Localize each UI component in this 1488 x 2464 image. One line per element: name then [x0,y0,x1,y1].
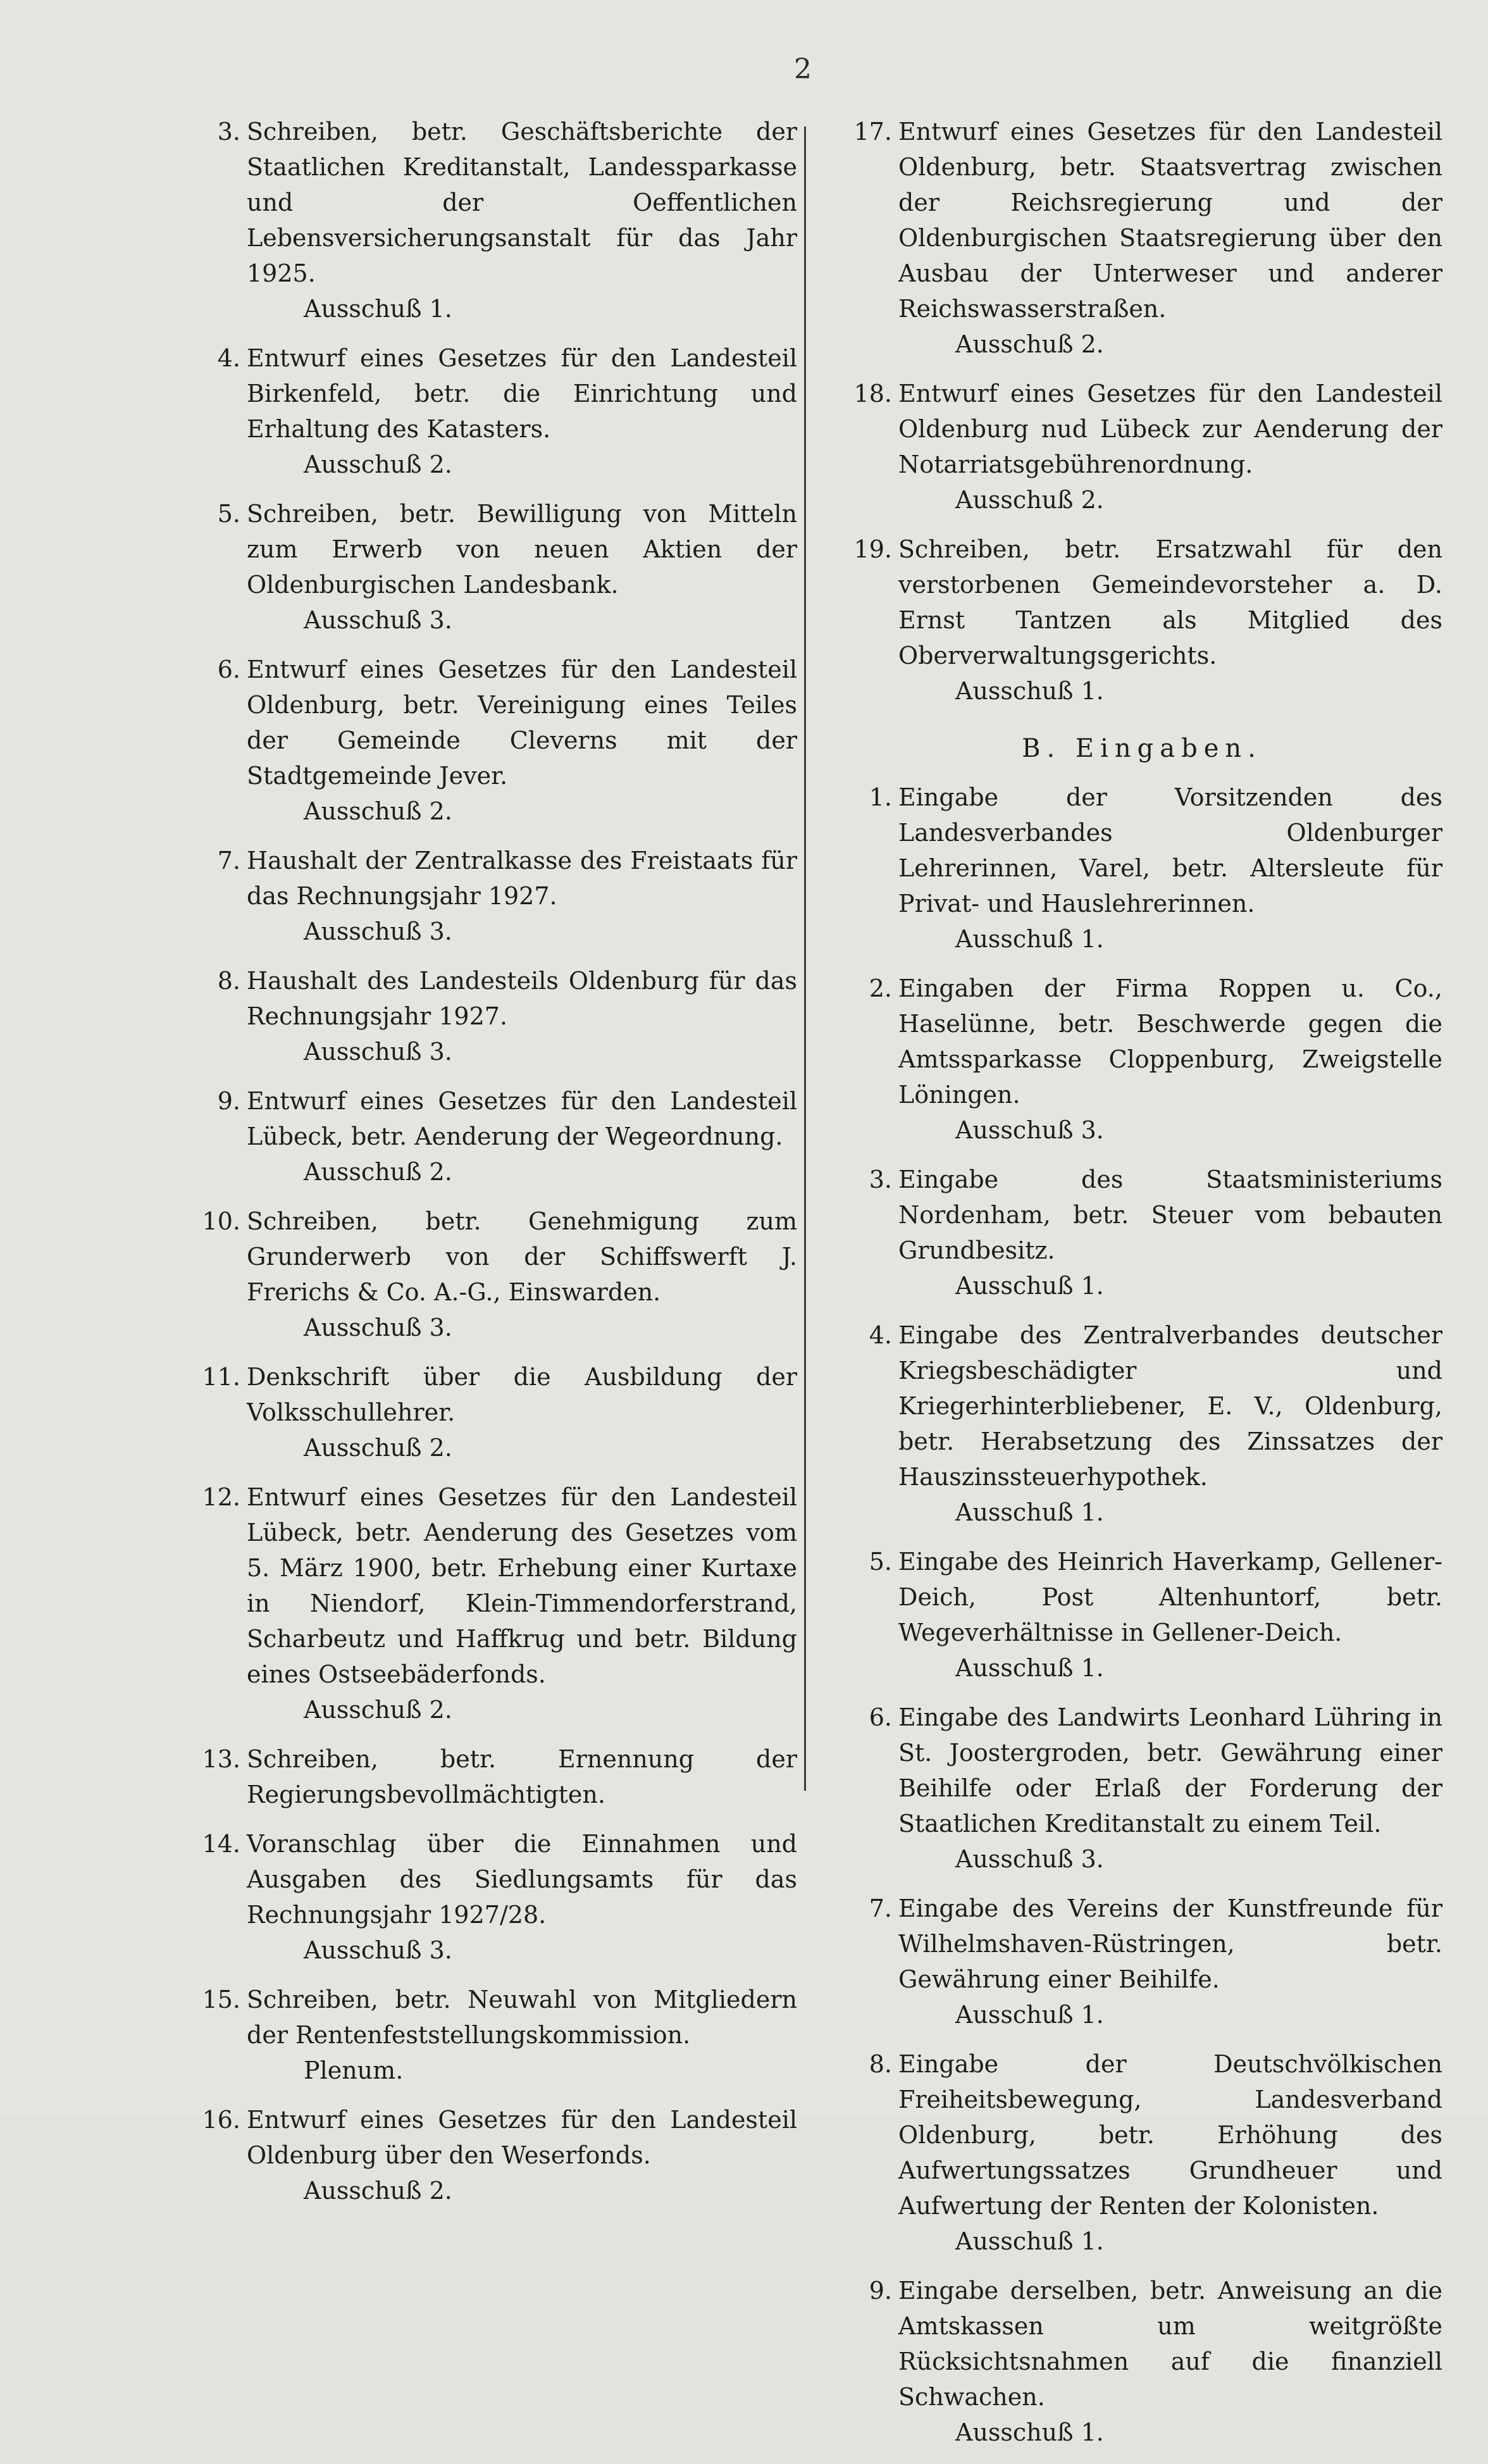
item-text: Schreiben, betr. Neuwahl von Mitgliedern der Rentenfeststellungskommission. [247,1986,797,2049]
item-text: Entwurf eines Gesetzes für den Landesteil Lübeck, betr. Aenderung der Wegeordnung. [247,1087,797,1150]
agenda-item [190,496,797,638]
item-text: Voranschlag über die Einnahmen und Ausgaben des Siedlungsamts für das Rechnungsjahr 1927/28. [247,1830,797,1929]
item-text: Denkschrift über die Ausbildung der Volksschullehrer. [247,1363,797,1426]
item-number: 3. [869,1166,892,1193]
item-text: Eingabe des Heinrich Haverkamp, Gellener-Deich, Post Altenhuntorf, betr. Wegeverhältnisse in Gellener-Deich. [898,1548,1442,1646]
item-committee: Ausschuß 1. [955,2227,1104,2255]
item-text: Entwurf eines Gesetzes für den Landesteil Birkenfeld, betr. die Einrichtung und Erhaltung des Katasters. [247,344,797,443]
item-number: 7. [869,1895,892,1922]
item-number: 9. [869,2277,892,2305]
item-committee: Ausschuß 3. [304,606,452,634]
item-number: 11. [202,1363,240,1391]
right-column [841,114,1442,2464]
item-number: 14. [202,1830,240,1858]
item-number: 9. [217,1087,240,1115]
petition-item [841,1700,1442,1877]
agenda-item [190,963,797,1069]
petition-item [841,2046,1442,2259]
item-committee: Ausschuß 1. [955,1498,1104,1526]
item-committee: Ausschuß 3. [955,1845,1104,1873]
agenda-item [190,1479,797,1727]
agenda-item [190,1083,797,1190]
item-number: 15. [202,1986,240,2013]
item-committee: Ausschuß 1. [955,2418,1104,2446]
item-text: Entwurf eines Gesetzes für den Landesteil Oldenburg über den Weserfonds. [247,2106,797,2169]
item-number: 18. [853,380,892,408]
item-number: 5. [217,500,240,528]
agenda-item [841,532,1442,709]
petition-item [841,1162,1442,1304]
item-committee: Ausschuß 2. [955,330,1104,358]
item-text: Haushalt des Landesteils Oldenburg für das Rechnungsjahr 1927. [247,967,797,1030]
item-number: 8. [869,2050,892,2078]
item-number: 16. [202,2106,240,2134]
item-text: Eingabe des Landwirts Leonhard Lühring in St. Joostergroden, betr. Gewährung einer Beihilfe oder Erlaß der Forderung der Staatlichen Kreditanstalt zu einem Teil. [898,1703,1442,1838]
item-committee: Ausschuß 1. [955,925,1104,953]
item-number: 8. [217,967,240,995]
item-text: Schreiben, betr. Genehmigung zum Grunderwerb von der Schiffswerft J. Frerichs & Co. A.-G., Einswarden. [247,1207,797,1306]
item-number: 12. [202,1483,240,1511]
item-committee: Ausschuß 2. [304,1696,452,1724]
petition-item [841,780,1442,957]
agenda-item [190,114,797,327]
item-number: 6. [869,1703,892,1731]
item-text: Entwurf eines Gesetzes für den Landesteil Oldenburg nud Lübeck zur Aenderung der Notarriatsgebührenordnung. [898,380,1442,478]
item-number: 6. [217,656,240,683]
item-text: Haushalt der Zentralkasse des Freistaats für das Rechnungsjahr 1927. [247,847,797,910]
agenda-item [841,376,1442,518]
item-text: Eingabe der Vorsitzenden des Landesverbandes Oldenburger Lehrerinnen, Varel, betr. Altersleute für Privat- und Hauslehrerinnen. [898,783,1442,918]
item-text: Eingaben der Firma Roppen u. Co., Haselünne, betr. Beschwerde gegen die Amtssparkasse Cloppenburg, Zweigstelle Löningen. [898,974,1442,1109]
agenda-item [190,1359,797,1465]
agenda-item [190,1741,797,1812]
item-committee: Ausschuß 1. [304,295,452,323]
item-committee: Ausschuß 3. [304,1038,452,1066]
petition-item [841,1891,1442,2032]
agenda-item [190,843,797,949]
agenda-item [190,340,797,482]
item-committee: Plenum. [304,2056,404,2084]
item-number: 17. [853,118,892,146]
item-committee: Ausschuß 2. [304,2177,452,2205]
item-number: 13. [202,1745,240,1773]
item-committee: Ausschuß 2. [304,1158,452,1186]
item-number: 5. [869,1548,892,1576]
item-number: 7. [217,847,240,874]
item-number: 19. [853,535,892,563]
agenda-item [190,652,797,829]
item-committee: Ausschuß 2. [304,797,452,825]
item-committee: Ausschuß 1. [955,1654,1104,1682]
agenda-item [190,1826,797,1968]
item-number: 10. [202,1207,240,1235]
item-number: 1. [869,783,892,811]
agenda-item [190,1204,797,1345]
item-text: Schreiben, betr. Ersatzwahl für den verstorbenen Gemeindevorsteher a. D. Ernst Tantzen als Mitglied des Oberverwaltungsgerichts. [898,535,1442,669]
item-number: 4. [217,344,240,372]
agenda-item [190,2102,797,2208]
item-text: Entwurf eines Gesetzes für den Landesteil Oldenburg, betr. Vereinigung eines Teiles der Gemeinde Cleverns mit der Stadtgemeinde Jever. [247,656,797,790]
section-heading-eingaben: B. Eingaben. [1022,734,1262,763]
page-number: 2 [794,53,812,85]
item-text: Eingabe des Zentralverbandes deutscher Kriegsbeschädigter und Kriegerhinterbliebener, E. V., Oldenburg, betr. Herabsetzung des Zinssatzes der Hauszinssteuerhypothek. [898,1321,1442,1491]
item-text: Schreiben, betr. Bewilligung von Mitteln zum Erwerb von neuen Aktien der Oldenburgischen Landesbank. [247,500,797,599]
item-committee: Ausschuß 1. [955,2001,1104,2029]
item-committee: Ausschuß 1. [955,1272,1104,1300]
item-number: 4. [869,1321,892,1349]
item-text: Entwurf eines Gesetzes für den Landesteil Lübeck, betr. Aenderung des Gesetzes vom 5. März 1900, betr. Erhebung einer Kurtaxe in Niendorf, Klein-Timmendorferstrand, Scharbeutz und Haffkrug und betr. Bildung eines Ostseebäderfonds. [247,1483,797,1688]
left-column [190,114,797,2222]
item-committee: Ausschuß 1. [955,677,1104,705]
item-number: 3. [217,118,240,146]
item-committee: Ausschuß 3. [955,1116,1104,1144]
item-committee: Ausschuß 2. [955,486,1104,514]
item-committee: Ausschuß 2. [304,1434,452,1462]
item-text: Schreiben, betr. Geschäftsberichte der Staatlichen Kreditanstalt, Landessparkasse und der Oeffentlichen Lebensversicherungsanstalt für das Jahr 1925. [247,118,797,287]
petition-item [841,1544,1442,1686]
item-number: 2. [869,974,892,1002]
petition-item [841,971,1442,1148]
item-text: Schreiben, betr. Ernennung der Regierungsbevollmächtigten. [247,1745,797,1808]
item-text: Entwurf eines Gesetzes für den Landesteil Oldenburg, betr. Staatsvertrag zwischen der Reichsregierung und der Oldenburgischen Staatsregierung über den Ausbau der Unterweser und anderer Reichswasserstraßen. [898,118,1442,323]
item-text: Eingabe derselben, betr. Anweisung an die Amtskassen um weitgrößte Rücksichtsnahmen auf die finanziell Schwachen. [898,2277,1442,2411]
column-divider [804,127,806,1791]
item-committee: Ausschuß 3. [304,1936,452,1964]
item-text: Eingabe des Vereins der Kunstfreunde für Wilhelmshaven-Rüstringen, betr. Gewährung einer Beihilfe. [898,1895,1442,1993]
petition-item [841,1317,1442,1530]
agenda-item [841,114,1442,362]
item-text: Eingabe des Staatsministeriums Nordenham, betr. Steuer vom bebauten Grundbesitz. [898,1166,1442,1264]
item-text: Eingabe der Deutschvölkischen Freiheitsbewegung, Landesverband Oldenburg, betr. Erhöhung des Aufwertungssatzes Grundheuer und Aufwertung der Renten der Kolonisten. [898,2050,1442,2220]
item-committee: Ausschuß 2. [304,451,452,478]
item-committee: Ausschuß 3. [304,1314,452,1341]
petition-item [841,2273,1442,2450]
agenda-item [190,1982,797,2088]
item-committee: Ausschuß 3. [304,918,452,945]
